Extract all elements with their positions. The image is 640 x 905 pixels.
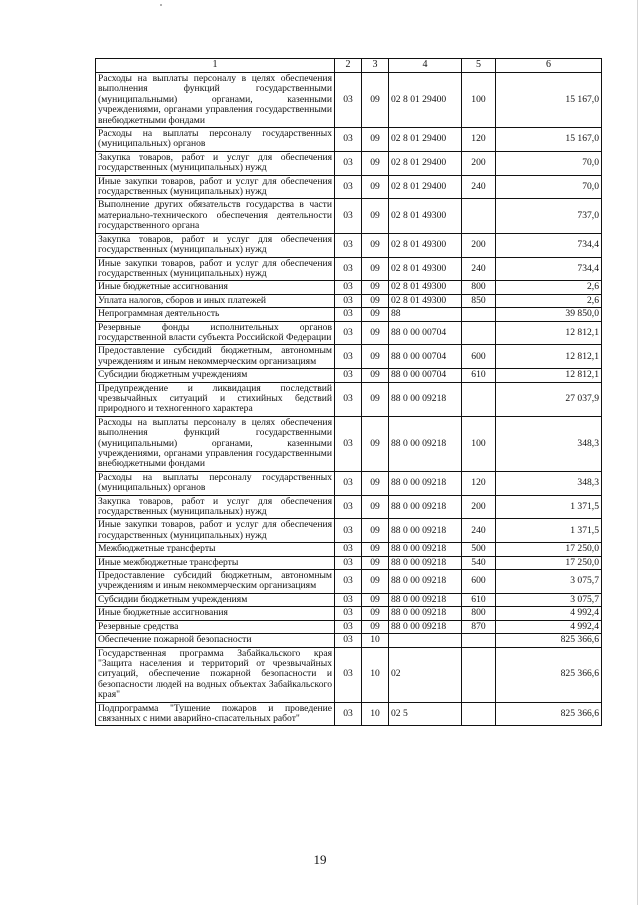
row-name-cell: Предоставление субсидий бюджетным, автономным учреждениям и иным некоммерческим организациям bbox=[96, 570, 335, 594]
target-article-cell: 02 8 01 29400 bbox=[389, 151, 462, 175]
expense-type-cell: 240 bbox=[462, 519, 496, 543]
amount-cell: 348,3 bbox=[496, 471, 602, 495]
section-code-cell: 03 bbox=[335, 593, 362, 606]
subsection-code-cell: 09 bbox=[362, 620, 389, 633]
row-name-cell: Предоставление субсидий бюджетным, автономным учреждениям и иным некоммерческим организациям bbox=[96, 345, 335, 369]
target-article-cell: 88 0 00 09218 bbox=[389, 519, 462, 543]
row-name-cell: Иные закупки товаров, работ и услуг для обеспечения государственных (муниципальных) нужд bbox=[96, 257, 335, 281]
section-code-cell: 03 bbox=[335, 519, 362, 543]
section-code-cell: 03 bbox=[335, 199, 362, 233]
row-name-cell: Межбюджетные трансферты bbox=[96, 543, 335, 556]
section-code-cell: 03 bbox=[335, 556, 362, 569]
expense-type-cell bbox=[462, 308, 496, 321]
expense-type-cell: 500 bbox=[462, 543, 496, 556]
section-code-cell: 03 bbox=[335, 308, 362, 321]
expense-type-cell: 800 bbox=[462, 281, 496, 294]
page-number: 19 bbox=[313, 852, 327, 867]
amount-cell: 825 366,6 bbox=[496, 634, 602, 647]
row-name-cell: Закупка товаров, работ и услуг для обеспечения государственных (муниципальных) нужд bbox=[96, 495, 335, 519]
row-name-cell: Выполнение других обязательств государства в части материально-технического обеспечения деятельности государственного органа bbox=[96, 199, 335, 233]
table-row bbox=[96, 593, 602, 606]
subsection-code-cell: 09 bbox=[362, 281, 389, 294]
table-row bbox=[96, 369, 602, 382]
row-name-cell: Закупка товаров, работ и услуг для обеспечения государственных (муниципальных) нужд bbox=[96, 151, 335, 175]
table-row bbox=[96, 495, 602, 519]
subsection-code-cell: 09 bbox=[362, 495, 389, 519]
table-row bbox=[96, 345, 602, 369]
expense-type-cell bbox=[462, 647, 496, 702]
section-code-cell: 03 bbox=[335, 294, 362, 307]
expense-type-cell: 120 bbox=[462, 471, 496, 495]
expense-type-cell: 200 bbox=[462, 495, 496, 519]
table-row bbox=[96, 607, 602, 620]
expense-type-cell: 240 bbox=[462, 257, 496, 281]
table-row bbox=[96, 73, 602, 128]
expense-type-cell: 850 bbox=[462, 294, 496, 307]
row-name-cell: Субсидии бюджетным учреждениям bbox=[96, 369, 335, 382]
subsection-code-cell: 09 bbox=[362, 151, 389, 175]
amount-cell: 15 167,0 bbox=[496, 128, 602, 152]
expense-type-cell bbox=[462, 702, 496, 726]
amount-cell: 17 250,0 bbox=[496, 543, 602, 556]
table-row bbox=[96, 543, 602, 556]
table-row bbox=[96, 257, 602, 281]
budget-table bbox=[95, 58, 602, 726]
table-row bbox=[96, 471, 602, 495]
section-code-cell: 03 bbox=[335, 382, 362, 416]
row-name-cell: Иные закупки товаров, работ и услуг для обеспечения государственных (муниципальных) нужд bbox=[96, 175, 335, 199]
section-code-cell: 03 bbox=[335, 495, 362, 519]
expense-type-cell bbox=[462, 382, 496, 416]
row-name-cell: Иные бюджетные ассигнования bbox=[96, 607, 335, 620]
expense-type-cell: 610 bbox=[462, 593, 496, 606]
amount-cell: 27 037,9 bbox=[496, 382, 602, 416]
target-article-cell: 02 8 01 29400 bbox=[389, 175, 462, 199]
section-code-cell: 03 bbox=[335, 233, 362, 257]
row-name-cell: Резервные фонды исполнительных органов государственной власти субъекта Российской Федерации bbox=[96, 321, 335, 345]
subsection-code-cell: 09 bbox=[362, 369, 389, 382]
target-article-cell: 02 bbox=[389, 647, 462, 702]
header-col-3: 3 bbox=[362, 59, 389, 73]
table-row bbox=[96, 634, 602, 647]
target-article-cell: 02 8 01 29400 bbox=[389, 128, 462, 152]
expense-type-cell bbox=[462, 634, 496, 647]
subsection-code-cell: 09 bbox=[362, 607, 389, 620]
section-code-cell: 03 bbox=[335, 702, 362, 726]
section-code-cell: 03 bbox=[335, 281, 362, 294]
section-code-cell: 03 bbox=[335, 257, 362, 281]
amount-cell: 4 992,4 bbox=[496, 607, 602, 620]
table-row bbox=[96, 382, 602, 416]
section-code-cell: 03 bbox=[335, 607, 362, 620]
target-article-cell: 88 0 00 09218 bbox=[389, 570, 462, 594]
row-name-cell: Иные бюджетные ассигнования bbox=[96, 281, 335, 294]
target-article-cell: 88 0 00 09218 bbox=[389, 607, 462, 620]
row-name-cell: Резервные средства bbox=[96, 620, 335, 633]
table-row bbox=[96, 199, 602, 233]
table-row bbox=[96, 128, 602, 152]
target-article-cell: 02 8 01 49300 bbox=[389, 281, 462, 294]
row-name-cell: Закупка товаров, работ и услуг для обеспечения государственных (муниципальных) нужд bbox=[96, 233, 335, 257]
subsection-code-cell: 09 bbox=[362, 382, 389, 416]
amount-cell: 70,0 bbox=[496, 151, 602, 175]
target-article-cell: 88 0 00 09218 bbox=[389, 471, 462, 495]
target-article-cell: 88 0 00 00704 bbox=[389, 321, 462, 345]
subsection-code-cell: 09 bbox=[362, 321, 389, 345]
expense-type-cell: 610 bbox=[462, 369, 496, 382]
row-name-cell: Непрограммная деятельность bbox=[96, 308, 335, 321]
target-article-cell: 88 0 00 09218 bbox=[389, 620, 462, 633]
section-code-cell: 03 bbox=[335, 369, 362, 382]
section-code-cell: 03 bbox=[335, 151, 362, 175]
amount-cell: 12 812,1 bbox=[496, 369, 602, 382]
table-row bbox=[96, 556, 602, 569]
header-col-1: 1 bbox=[96, 59, 335, 73]
amount-cell: 737,0 bbox=[496, 199, 602, 233]
expense-type-cell: 100 bbox=[462, 73, 496, 128]
target-article-cell: 88 bbox=[389, 308, 462, 321]
row-name-cell: Государственная программа Забайкальского края "Защита населения и территорий от чрезвычайных ситуаций, обеспечение пожарной безопасности и безопасности людей на водных объектах Забайкальского края" bbox=[96, 647, 335, 702]
target-article-cell: 88 0 00 00704 bbox=[389, 345, 462, 369]
section-code-cell: 03 bbox=[335, 570, 362, 594]
target-article-cell: 02 8 01 49300 bbox=[389, 257, 462, 281]
subsection-code-cell: 10 bbox=[362, 647, 389, 702]
section-code-cell: 03 bbox=[335, 416, 362, 471]
section-code-cell: 03 bbox=[335, 620, 362, 633]
amount-cell: 12 812,1 bbox=[496, 321, 602, 345]
subsection-code-cell: 09 bbox=[362, 233, 389, 257]
target-article-cell: 88 0 00 09218 bbox=[389, 495, 462, 519]
subsection-code-cell: 09 bbox=[362, 175, 389, 199]
row-name-cell: Обеспечение пожарной безопасности bbox=[96, 634, 335, 647]
section-code-cell: 03 bbox=[335, 345, 362, 369]
table-row bbox=[96, 175, 602, 199]
expense-type-cell: 600 bbox=[462, 570, 496, 594]
amount-cell: 348,3 bbox=[496, 416, 602, 471]
target-article-cell bbox=[389, 634, 462, 647]
amount-cell: 3 075,7 bbox=[496, 593, 602, 606]
target-article-cell: 88 0 00 09218 bbox=[389, 556, 462, 569]
section-code-cell: 03 bbox=[335, 128, 362, 152]
subsection-code-cell: 09 bbox=[362, 593, 389, 606]
table-row bbox=[96, 570, 602, 594]
scan-edge-line bbox=[637, 0, 638, 905]
expense-type-cell: 200 bbox=[462, 233, 496, 257]
expense-type-cell: 800 bbox=[462, 607, 496, 620]
amount-cell: 12 812,1 bbox=[496, 345, 602, 369]
expense-type-cell bbox=[462, 199, 496, 233]
target-article-cell: 88 0 00 09218 bbox=[389, 543, 462, 556]
subsection-code-cell: 09 bbox=[362, 519, 389, 543]
table-row bbox=[96, 294, 602, 307]
expense-type-cell bbox=[462, 321, 496, 345]
section-code-cell: 03 bbox=[335, 647, 362, 702]
subsection-code-cell: 09 bbox=[362, 257, 389, 281]
amount-cell: 825 366,6 bbox=[496, 647, 602, 702]
expense-type-cell: 100 bbox=[462, 416, 496, 471]
subsection-code-cell: 09 bbox=[362, 294, 389, 307]
target-article-cell: 02 8 01 49300 bbox=[389, 233, 462, 257]
section-code-cell: 03 bbox=[335, 175, 362, 199]
target-article-cell: 88 0 00 09218 bbox=[389, 416, 462, 471]
amount-cell: 3 075,7 bbox=[496, 570, 602, 594]
header-col-6: 6 bbox=[496, 59, 602, 73]
table-row bbox=[96, 321, 602, 345]
subsection-code-cell: 10 bbox=[362, 702, 389, 726]
expense-type-cell: 540 bbox=[462, 556, 496, 569]
header-col-5: 5 bbox=[462, 59, 496, 73]
amount-cell: 4 992,4 bbox=[496, 620, 602, 633]
subsection-code-cell: 09 bbox=[362, 73, 389, 128]
subsection-code-cell: 09 bbox=[362, 471, 389, 495]
table-row bbox=[96, 702, 602, 726]
table-row bbox=[96, 151, 602, 175]
subsection-code-cell: 09 bbox=[362, 345, 389, 369]
amount-cell: 2,6 bbox=[496, 294, 602, 307]
amount-cell: 1 371,5 bbox=[496, 519, 602, 543]
section-code-cell: 03 bbox=[335, 471, 362, 495]
table-row bbox=[96, 233, 602, 257]
subsection-code-cell: 10 bbox=[362, 634, 389, 647]
amount-cell: 1 371,5 bbox=[496, 495, 602, 519]
header-col-4: 4 bbox=[389, 59, 462, 73]
table-row bbox=[96, 647, 602, 702]
row-name-cell: Предупреждение и ликвидация последствий чрезвычайных ситуаций и стихийных бедствий природного и техногенного характера bbox=[96, 382, 335, 416]
target-article-cell: 02 5 bbox=[389, 702, 462, 726]
section-code-cell: 03 bbox=[335, 634, 362, 647]
subsection-code-cell: 09 bbox=[362, 416, 389, 471]
expense-type-cell: 240 bbox=[462, 175, 496, 199]
header-col-2: 2 bbox=[335, 59, 362, 73]
row-name-cell: Расходы на выплаты персоналу государственных (муниципальных) органов bbox=[96, 471, 335, 495]
amount-cell: 15 167,0 bbox=[496, 73, 602, 128]
subsection-code-cell: 09 bbox=[362, 308, 389, 321]
target-article-cell: 02 8 01 49300 bbox=[389, 199, 462, 233]
row-name-cell: Подпрограмма "Тушение пожаров и проведение связанных с ними аварийно-спасательных работ" bbox=[96, 702, 335, 726]
row-name-cell: Субсидии бюджетным учреждениям bbox=[96, 593, 335, 606]
section-code-cell: 03 bbox=[335, 73, 362, 128]
scan-speck bbox=[160, 4, 162, 6]
subsection-code-cell: 09 bbox=[362, 128, 389, 152]
row-name-cell: Расходы на выплаты персоналу в целях обеспечения выполнения функций государственными (муниципальными) органами, казенными учреждениями, органами управления государственными внебюджетными фондами bbox=[96, 73, 335, 128]
subsection-code-cell: 09 bbox=[362, 543, 389, 556]
subsection-code-cell: 09 bbox=[362, 570, 389, 594]
target-article-cell: 88 0 00 00704 bbox=[389, 369, 462, 382]
expense-type-cell: 120 bbox=[462, 128, 496, 152]
amount-cell: 734,4 bbox=[496, 233, 602, 257]
expense-type-cell: 600 bbox=[462, 345, 496, 369]
subsection-code-cell: 09 bbox=[362, 556, 389, 569]
amount-cell: 70,0 bbox=[496, 175, 602, 199]
target-article-cell: 02 8 01 29400 bbox=[389, 73, 462, 128]
table-header-row bbox=[96, 59, 602, 73]
section-code-cell: 03 bbox=[335, 543, 362, 556]
amount-cell: 2,6 bbox=[496, 281, 602, 294]
amount-cell: 825 366,6 bbox=[496, 702, 602, 726]
target-article-cell: 88 0 00 09218 bbox=[389, 593, 462, 606]
amount-cell: 734,4 bbox=[496, 257, 602, 281]
table-row bbox=[96, 308, 602, 321]
subsection-code-cell: 09 bbox=[362, 199, 389, 233]
row-name-cell: Расходы на выплаты персоналу государственных (муниципальных) органов bbox=[96, 128, 335, 152]
row-name-cell: Расходы на выплаты персоналу в целях обеспечения выполнения функций государственными (муниципальными) органами, казенными учреждениями, органами управления государственными внебюджетными фондами bbox=[96, 416, 335, 471]
table-row bbox=[96, 281, 602, 294]
row-name-cell: Иные закупки товаров, работ и услуг для обеспечения государственных (муниципальных) нужд bbox=[96, 519, 335, 543]
expense-type-cell: 200 bbox=[462, 151, 496, 175]
target-article-cell: 02 8 01 49300 bbox=[389, 294, 462, 307]
amount-cell: 17 250,0 bbox=[496, 556, 602, 569]
target-article-cell: 88 0 00 09218 bbox=[389, 382, 462, 416]
expense-type-cell: 870 bbox=[462, 620, 496, 633]
amount-cell: 39 850,0 bbox=[496, 308, 602, 321]
row-name-cell: Уплата налогов, сборов и иных платежей bbox=[96, 294, 335, 307]
table-row bbox=[96, 519, 602, 543]
table-row bbox=[96, 416, 602, 471]
section-code-cell: 03 bbox=[335, 321, 362, 345]
table-row bbox=[96, 620, 602, 633]
row-name-cell: Иные межбюджетные трансферты bbox=[96, 556, 335, 569]
